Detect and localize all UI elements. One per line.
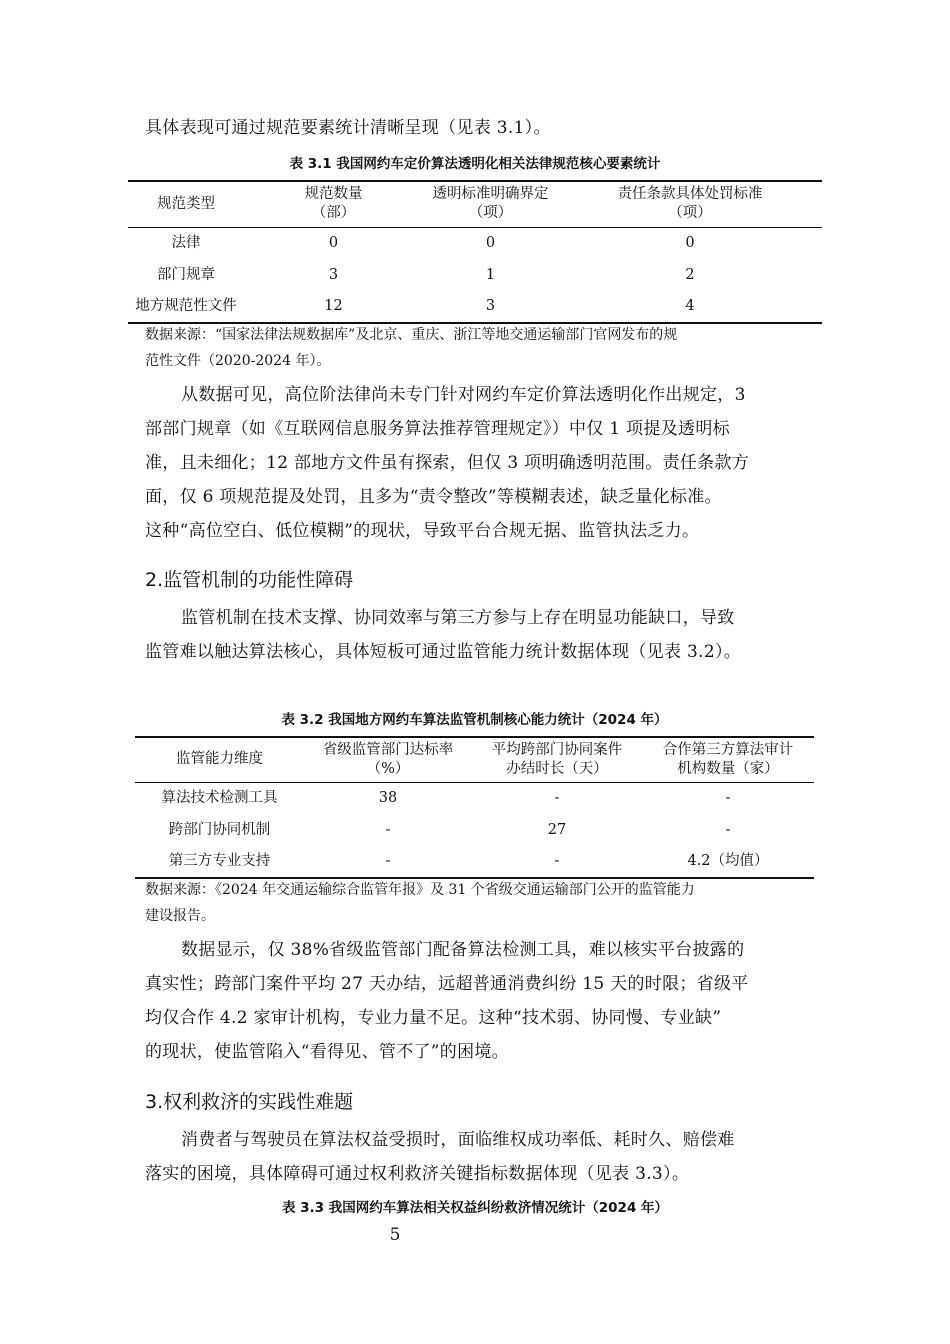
table3-caption: 表 3.3 我国网约车算法相关权益纠纷救济情况统计（2024 年） [281, 1200, 669, 1216]
table1-caption: 表 3.1 我国网约车定价算法透明化相关法律规范核心要素统计 [289, 156, 661, 172]
table-cell: 法律 [171, 234, 201, 251]
table-header-cell: 监管能力维度 [135, 737, 304, 782]
table-cell: 地方规范性文件 [135, 298, 237, 314]
table-header-row [128, 181, 822, 227]
table-header-cell: 合作第三方算法审计 机构数量（家） [642, 737, 814, 782]
page-number: 5 [389, 1225, 401, 1245]
table-cell: - [554, 789, 560, 806]
intro-paragraph [145, 111, 551, 145]
body-paragraph: 消费者与驾驶员在算法权益受损时，面临维权成功率低、耗时久、赔偿难 落实的困境，具体障碍可通过权利救济关键指标数据体现（见表 3.3）。 [145, 1130, 735, 1184]
table-cell: 跨部门协同机制 [168, 821, 271, 838]
table-cell: 12 [324, 298, 343, 314]
table-cell: 1 [485, 266, 496, 283]
table2 [135, 736, 814, 879]
table-row [128, 291, 822, 323]
table2-source-note: 数据来源：《2024 年交通运输综合监管年报》及 31 个省级交通运输部门公开的监管能力 建设报告。 [145, 882, 695, 924]
table-cell: - [725, 821, 731, 838]
table-row [135, 846, 814, 878]
table-header-cell: 省级监管部门达标率 （%） [304, 737, 472, 782]
section-heading: 2.监管机制的功能性障碍 [145, 569, 354, 591]
table-header-cell: 平均跨部门协同案件 办结时长（天） [472, 737, 642, 782]
table1 [128, 180, 822, 324]
table-cell: 4 [685, 298, 695, 314]
table-cell: 3 [328, 266, 339, 283]
table-cell: 3 [485, 298, 496, 314]
table-cell: - [385, 821, 391, 838]
table-cell: - [554, 853, 560, 869]
table-cell: 第三方专业支持 [168, 853, 271, 869]
body-paragraph: 数据显示，仅 38%省级监管部门配备算法检测工具，难以核实平台披露的 真实性；跨部门案件平均 27 天办结，远超普通消费纠纷 15 天的时限；省级平 均仅合作 4.2 家审计机构，专业力量不足。这种“技术弱、协同慢、专业缺” 的现状，使监管陷入“看得见、管不了”的困境。 [145, 940, 749, 1062]
body-paragraph: 从数据可见，高位阶法律尚未专门针对网约车定价算法透明化作出规定，3 部部门规章（如《互联网信息服务算法推荐管理规定》）中仅 1 项提及透明标 准，且未细化；12 部地方文件虽有探索，但仅 3 项明确透明范围。责任条款方 面，仅 6 项规范提及处罚，且多为“责令整改”等模糊表述，缺乏量化标准。 这种“高位空白、低位模糊”的现状，导致平台合规无据、监管执法乏力。 [145, 385, 750, 541]
table-cell: 0 [485, 234, 496, 251]
table-header-cell: 规范数量 （部） [244, 181, 423, 227]
table-cell: 部门规章 [157, 266, 215, 283]
section-heading: 3.权利救济的实践性难题 [145, 1091, 354, 1113]
table-header-cell: 规范类型 [128, 181, 244, 227]
table-cell: - [385, 853, 391, 869]
table-cell: 2 [685, 266, 695, 283]
table-header-cell: 责任条款具体处罚标准 （项） [558, 181, 822, 227]
table-row [128, 227, 822, 259]
table-header-cell: 透明标准明确界定 （项） [423, 181, 558, 227]
table-cell: 4.2（均值） [687, 853, 769, 869]
table-cell: 算法技术检测工具 [161, 789, 278, 806]
body-paragraph: 监管机制在技术支撑、协同效率与第三方参与上存在明显功能缺口，导致 监管难以触达算法核心，具体短板可通过监管能力统计数据体现（见表 3.2）。 [145, 608, 742, 662]
table-cell: - [725, 789, 731, 806]
table-cell: 38 [378, 789, 398, 806]
table-header-row [135, 737, 814, 782]
table-cell: 27 [547, 821, 567, 838]
table2-caption: 表 3.2 我国地方网约车算法监管机制核心能力统计（2024 年） [281, 712, 668, 728]
paragraph-line: 具体表现可通过规范要素统计清晰呈现（见表 3.1）。 [145, 118, 551, 138]
table-row [135, 782, 814, 814]
table-cell: 0 [328, 234, 339, 251]
table1-source-note: 数据来源：“国家法律法规数据库”及北京、重庆、浙江等地交通运输部门官网发布的规 范性文件（2020-2024 年）。 [145, 327, 678, 369]
table-row [135, 814, 814, 846]
table-cell: 0 [685, 234, 695, 251]
table-row [128, 259, 822, 291]
